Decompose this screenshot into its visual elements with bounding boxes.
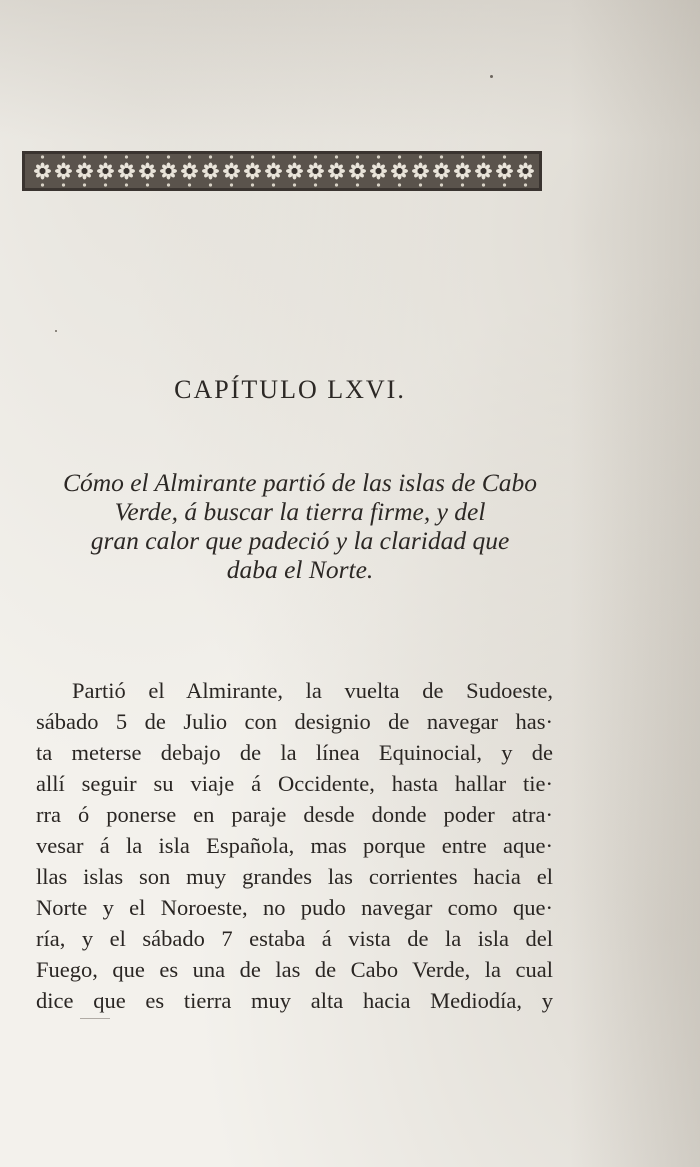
chapter-summary xyxy=(40,468,560,584)
body-line: ta meterse debajo de la línea Equinocial, y de xyxy=(36,740,553,765)
body-line: Fuego, que es una de las de Cabo Verde, la cual xyxy=(36,957,553,982)
body-line: ría, y el sábado 7 estaba á vista de la isla del xyxy=(36,926,553,951)
body-line: allí seguir su viaje á Occidente, hasta hallar tie· xyxy=(36,771,553,796)
summary-line: gran calor que padeció y la claridad que xyxy=(90,526,510,555)
summary-line: Verde, á buscar la tierra firme, y del xyxy=(114,497,486,526)
body-line: llas islas son muy grandes las corrientes hacia el xyxy=(36,864,553,889)
chapter-title: CAPÍTULO LXVI. xyxy=(174,375,406,404)
paper-speck xyxy=(80,1018,110,1019)
body-line: sábado 5 de Julio con designio de navegar has· xyxy=(36,709,553,734)
body-line: Norte y el Noroeste, no pudo navegar como que· xyxy=(36,895,553,920)
paper-shading-edge xyxy=(570,0,700,1167)
body-line: vesar á la isla Española, mas porque entre aque· xyxy=(36,833,553,858)
body-line: dice que es tierra muy alta hacia Mediodía, y xyxy=(36,988,553,1013)
body-paragraph xyxy=(36,675,553,1016)
body-line: rra ó ponerse en paraje desde donde poder atra· xyxy=(36,802,553,827)
summary-line: daba el Norte. xyxy=(226,555,374,584)
paper-speck xyxy=(490,75,493,78)
summary-line: Cómo el Almirante partió de las islas de Cabo xyxy=(62,468,538,497)
decorative-header-border xyxy=(22,151,542,191)
paper-speck xyxy=(55,330,57,332)
body-line: Partió el Almirante, la vuelta de Sudoeste, xyxy=(72,678,553,703)
